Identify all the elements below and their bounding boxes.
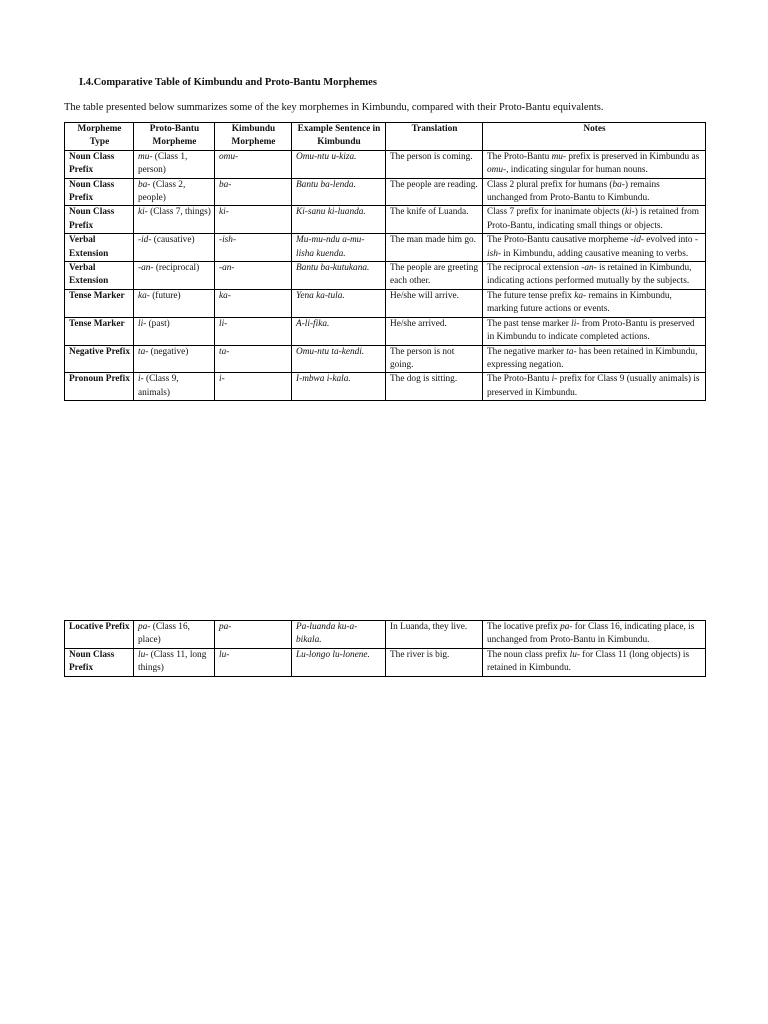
note-segment: for Class 11 (long objects) is retained in Kimbundu. (487, 649, 690, 674)
cell-example: Yena ka-tula. (292, 289, 386, 317)
note-segment: -ish- (487, 235, 698, 259)
proto-bantu-gloss: (Class 1, person) (138, 151, 188, 176)
proto-bantu-morpheme: pa- (138, 622, 151, 632)
proto-bantu-gloss: (Class 7, things) (147, 207, 211, 218)
cell-translation: In Luanda, they live. (386, 621, 483, 649)
cell-kimbundu: ki- (215, 206, 292, 234)
cell-translation: The person is not going. (386, 345, 483, 373)
cell-translation: The knife of Luanda. (386, 206, 483, 234)
table-row (65, 317, 706, 345)
cell-proto-bantu (134, 289, 215, 317)
note-segment: prefix is preserved in Kimbundu as (566, 151, 700, 162)
cell-notes (483, 373, 706, 401)
note-segment: prefix for Class 9 (usually animals) is preserved in Kimbundu. (487, 374, 700, 398)
cell-proto-bantu (134, 648, 215, 676)
table-row (65, 289, 706, 317)
cell-notes (483, 345, 706, 373)
cell-example: Lu-longo lu-lonene. (292, 648, 386, 676)
note-segment: is retained in Kimbundu, indicating actions performed mutually by the subjects. (487, 263, 692, 287)
note-segment: The past tense marker (487, 318, 572, 329)
cell-morpheme-type: Tense Marker (65, 317, 134, 345)
cell-morpheme-type: Noun Class Prefix (65, 150, 134, 178)
proto-bantu-morpheme: li- (138, 318, 147, 329)
note-segment: evolved into (643, 235, 695, 246)
table-row (65, 648, 706, 676)
table-row (65, 206, 706, 234)
cell-kimbundu: li- (215, 317, 292, 345)
header-notes: Notes (483, 123, 706, 151)
note-segment: The future tense prefix (487, 290, 575, 301)
proto-bantu-morpheme: ki- (138, 207, 148, 218)
header-example: Example Sentence in Kimbundu (292, 123, 386, 151)
proto-bantu-morpheme: lu- (138, 649, 149, 660)
note-segment: ) remains unchanged from Proto-Bantu to Kimbundu. (487, 179, 660, 204)
table-header-row (65, 123, 706, 151)
note-segment: The locative prefix (487, 622, 561, 632)
cell-notes (483, 621, 706, 649)
cell-proto-bantu (134, 373, 215, 401)
cell-morpheme-type: Noun Class Prefix (65, 206, 134, 234)
cell-proto-bantu (134, 234, 215, 262)
cell-kimbundu: -an- (215, 262, 292, 290)
cell-translation: The person is coming. (386, 150, 483, 178)
cell-morpheme-type: Pronoun Prefix (65, 373, 134, 401)
note-segment: omu- (487, 165, 507, 176)
proto-bantu-morpheme: ba- (138, 179, 151, 190)
cell-morpheme-type: Verbal Extension (65, 262, 134, 290)
proto-bantu-gloss: (causative) (151, 235, 195, 246)
cell-notes (483, 289, 706, 317)
cell-proto-bantu (134, 150, 215, 178)
cell-kimbundu: i- (215, 373, 292, 401)
cell-morpheme-type: Locative Prefix (65, 621, 134, 649)
note-segment: has been retained in Kimbundu, expressing negation. (487, 346, 698, 370)
note-segment: mu- (551, 151, 567, 162)
cell-kimbundu: -ish- (215, 234, 292, 262)
proto-bantu-morpheme: mu- (138, 151, 153, 162)
proto-bantu-gloss: (Class 11, long things) (138, 649, 207, 674)
cell-notes (483, 178, 706, 206)
cell-kimbundu: ta- (215, 345, 292, 373)
note-segment: The Proto-Bantu (487, 151, 552, 162)
cell-proto-bantu (134, 262, 215, 290)
cell-kimbundu: ka- (215, 289, 292, 317)
cell-morpheme-type: Noun Class Prefix (65, 178, 134, 206)
morpheme-comparison-table (64, 122, 706, 401)
cell-example: I-mbwa i-kala. (292, 373, 386, 401)
intro-paragraph: The table presented below summarizes some of the key morphemes in Kimbundu, compared with their Proto-Bantu equivalents. (64, 102, 604, 113)
note-segment: from Proto-Bantu is preserved in Kimbundu to indicate completed actions. (487, 318, 695, 343)
cell-notes (483, 317, 706, 345)
note-segment: ) is retained from Proto-Bantu, indicating small things or objects. (487, 207, 699, 231)
cell-proto-bantu (134, 206, 215, 234)
cell-translation: He/she will arrive. (386, 289, 483, 317)
cell-proto-bantu (134, 621, 215, 649)
proto-bantu-morpheme: -an- (138, 263, 154, 274)
table-body-continued (65, 621, 706, 677)
table-body (65, 150, 706, 400)
note-segment: ta- (566, 346, 577, 357)
note-segment: The noun class prefix (487, 649, 570, 660)
cell-example: Mu-mu-ndu a-mu-lisha kuenda. (292, 234, 386, 262)
cell-translation: The man made him go. (386, 234, 483, 262)
note-segment: Class 7 prefix for inanimate objects ( (487, 207, 625, 218)
cell-proto-bantu (134, 317, 215, 345)
cell-kimbundu: omu- (215, 150, 292, 178)
cell-notes (483, 262, 706, 290)
header-translation: Translation (386, 123, 483, 151)
cell-translation: The people are greeting each other. (386, 262, 483, 290)
cell-translation: He/she arrived. (386, 317, 483, 345)
table-row (65, 262, 706, 290)
morpheme-comparison-table-continued (64, 620, 706, 677)
cell-morpheme-type: Negative Prefix (65, 345, 134, 373)
note-segment: The Proto-Bantu causative morpheme (487, 235, 631, 246)
proto-bantu-morpheme: -id- (138, 235, 152, 246)
table-row (65, 621, 706, 649)
note-segment: -an- (581, 263, 597, 274)
table-row (65, 150, 706, 178)
cell-example: Omu-ntu ta-kendi. (292, 345, 386, 373)
note-segment: i- (551, 374, 558, 385)
header-morpheme-type: Morpheme Type (65, 123, 134, 151)
note-segment: remains in Kimbundu, marking future actions or events. (487, 290, 672, 315)
note-segment: -id- (630, 235, 644, 246)
proto-bantu-gloss: (Class 2, people) (138, 179, 186, 204)
cell-notes (483, 648, 706, 676)
note-segment: The reciprocal extension (487, 263, 582, 274)
cell-translation: The dog is sitting. (386, 373, 483, 401)
header-kimbundu: Kimbundu Morpheme (215, 123, 292, 151)
cell-morpheme-type: Verbal Extension (65, 234, 134, 262)
note-segment: The negative marker (487, 346, 567, 357)
cell-morpheme-type: Noun Class Prefix (65, 648, 134, 676)
table-row (65, 178, 706, 206)
note-segment: , indicating singular for human nouns. (506, 165, 648, 176)
note-segment: The Proto-Bantu (487, 374, 552, 385)
cell-example: Omu-ntu u-kiza. (292, 150, 386, 178)
cell-morpheme-type: Tense Marker (65, 289, 134, 317)
table-row (65, 345, 706, 373)
proto-bantu-morpheme: ta- (138, 346, 149, 357)
proto-bantu-gloss: (negative) (148, 346, 189, 357)
note-segment: lu- (569, 649, 580, 660)
proto-bantu-gloss: (Class 9, animals) (138, 374, 179, 398)
table-row (65, 234, 706, 262)
note-segment: Class 2 plural prefix for humans ( (487, 179, 613, 190)
proto-bantu-morpheme: i- (138, 374, 144, 385)
proto-bantu-gloss: (reciprocal) (153, 263, 200, 274)
cell-proto-bantu (134, 345, 215, 373)
header-proto-bantu: Proto-Bantu Morpheme (134, 123, 215, 151)
cell-translation: The river is big. (386, 648, 483, 676)
proto-bantu-morpheme: ka- (138, 290, 150, 301)
cell-notes (483, 206, 706, 234)
cell-translation: The people are reading. (386, 178, 483, 206)
cell-notes (483, 234, 706, 262)
cell-example: Pa-luanda ku-a-bikala. (292, 621, 386, 649)
proto-bantu-gloss: (future) (149, 290, 181, 301)
note-segment: in Kimbundu, adding causative meaning to verbs. (500, 248, 689, 259)
cell-example: A-li-fika. (292, 317, 386, 345)
cell-example: Bantu ba-kutukana. (292, 262, 386, 290)
proto-bantu-gloss: (Class 16, place) (138, 622, 190, 646)
note-segment: pa- (560, 622, 573, 632)
table-row (65, 373, 706, 401)
cell-proto-bantu (134, 178, 215, 206)
cell-kimbundu: lu- (215, 648, 292, 676)
note-segment: li- (571, 318, 580, 329)
cell-notes (483, 150, 706, 178)
proto-bantu-gloss: (past) (146, 318, 170, 329)
cell-kimbundu: pa- (215, 621, 292, 649)
cell-example: Ki-sanu ki-luanda. (292, 206, 386, 234)
cell-example: Bantu ba-lenda. (292, 178, 386, 206)
note-segment: ka- (574, 290, 587, 301)
note-segment: ki- (624, 207, 635, 218)
section-heading: I.4.Comparative Table of Kimbundu and Proto-Bantu Morphemes (79, 77, 377, 88)
cell-kimbundu: ba- (215, 178, 292, 206)
note-segment: for Class 16, indicating place, is unchanged from Proto-Bantu in Kimbundu. (487, 622, 695, 646)
note-segment: ba- (612, 179, 625, 190)
